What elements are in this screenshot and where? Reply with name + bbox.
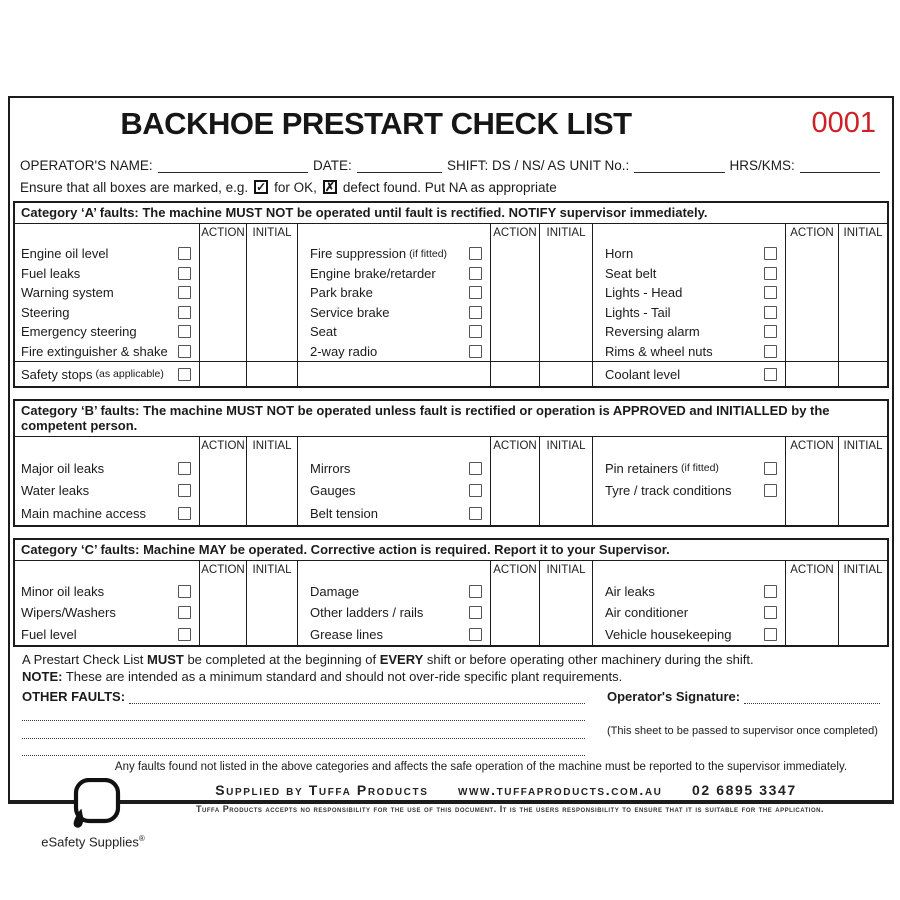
item-checkbox[interactable] [764, 368, 777, 381]
crossed-box-example-icon: ✗ [324, 180, 335, 194]
checklist-row [15, 342, 887, 362]
checklist-item [15, 322, 199, 342]
action-column-header: ACTION [199, 224, 246, 244]
action-cell[interactable] [199, 581, 246, 603]
initial-cell[interactable] [539, 362, 592, 386]
initial-cell[interactable] [246, 264, 297, 284]
checklist-item-label: Lights - Head [605, 285, 683, 301]
initial-cell[interactable] [246, 362, 297, 386]
item-checkbox[interactable] [469, 286, 482, 299]
action-column-header: ACTION [199, 561, 246, 581]
action-column-header: ACTION [490, 437, 539, 457]
initial-cell[interactable] [539, 342, 592, 362]
action-column-header: ACTION [490, 224, 539, 244]
checklist-row [15, 283, 887, 303]
esafety-logo [38, 778, 148, 849]
item-checkbox[interactable] [469, 345, 482, 358]
checklist-item-label: Steering [21, 304, 70, 320]
initial-column-header: INITIAL [246, 437, 297, 457]
footer [10, 782, 892, 850]
checklist-item-label: Damage [310, 583, 360, 599]
column-spacer [297, 437, 490, 457]
initial-cell[interactable] [539, 283, 592, 303]
signature-line[interactable] [744, 691, 880, 704]
checklist-item [15, 581, 199, 603]
action-cell[interactable] [785, 502, 838, 525]
initial-cell[interactable] [838, 457, 887, 480]
column-spacer [15, 224, 199, 244]
checklist-item [15, 342, 199, 362]
item-checkbox[interactable] [764, 628, 777, 641]
item-checkbox[interactable] [178, 345, 191, 358]
marking-instruction [10, 173, 892, 201]
item-checkbox[interactable] [178, 267, 191, 280]
supplied-by-text: Supplied by Tuffa Products [215, 782, 429, 798]
initial-cell[interactable] [246, 244, 297, 264]
checklist-item-label: Grease lines [310, 626, 383, 642]
checklist-item-note: (if fitted) [409, 247, 448, 260]
initial-cell[interactable] [246, 457, 297, 480]
action-column-header: ACTION [199, 437, 246, 457]
checklist-item-label: Main machine access [21, 505, 146, 521]
checklist-item-label: Major oil leaks [21, 460, 105, 476]
checklist-item [15, 244, 199, 264]
operator-name-label: OPERATOR'S NAME: [20, 158, 153, 173]
checklist-item-label: Other ladders / rails [310, 605, 424, 621]
checklist-item [15, 362, 199, 386]
item-checkbox[interactable] [469, 606, 482, 619]
checklist-item-label: Tyre / track conditions [605, 483, 732, 499]
action-cell[interactable] [199, 342, 246, 362]
esafety-logo-text: eSafety Supplies® [41, 834, 145, 850]
item-checkbox[interactable] [469, 306, 482, 319]
checklist-item-label: Water leaks [21, 483, 90, 499]
hrs-kms-blank[interactable] [800, 159, 880, 173]
supplier-phone: 02 6895 3347 [691, 782, 797, 798]
checklist-row [15, 361, 887, 386]
action-cell[interactable] [490, 624, 539, 646]
item-checkbox[interactable] [178, 306, 191, 319]
action-cell[interactable] [199, 480, 246, 503]
initial-column-header: INITIAL [838, 437, 887, 457]
action-cell[interactable] [785, 264, 838, 284]
action-cell[interactable] [490, 362, 539, 386]
initial-cell[interactable] [838, 362, 887, 386]
checklist-item-label: Reversing alarm [605, 324, 700, 340]
action-cell[interactable] [199, 602, 246, 624]
checklist-item-label: Vehicle housekeeping [605, 626, 732, 642]
item-checkbox[interactable] [178, 484, 191, 497]
checklist-item [592, 602, 785, 624]
initial-cell[interactable] [838, 283, 887, 303]
checklist-item-label: Emergency steering [21, 324, 137, 340]
action-cell[interactable] [785, 480, 838, 503]
checklist-item-label: Air conditioner [605, 605, 689, 621]
initial-cell[interactable] [539, 264, 592, 284]
empty-item-cell [592, 502, 785, 525]
action-cell[interactable] [199, 303, 246, 323]
other-faults-line-1[interactable] [129, 691, 585, 704]
item-checkbox[interactable] [178, 606, 191, 619]
instruction-text-2: for OK, [274, 179, 317, 195]
checklist-row [15, 322, 887, 342]
checklist-item [15, 502, 199, 525]
unit-no-label: UNIT No.: [569, 158, 630, 173]
other-faults-label: OTHER FAULTS: [22, 688, 126, 704]
action-column-header: ACTION [785, 437, 838, 457]
action-cell[interactable] [490, 502, 539, 525]
checklist-item [592, 624, 785, 646]
page-title: BACKHOE PRESTART CHECK LIST [120, 106, 632, 141]
item-checkbox[interactable] [178, 325, 191, 338]
checklist-item-label: 2-way radio [310, 343, 378, 359]
hrs-kms-label: HRS/KMS: [729, 158, 795, 173]
checklist-item-label: Mirrors [310, 460, 351, 476]
action-cell[interactable] [199, 322, 246, 342]
action-cell[interactable] [199, 264, 246, 284]
other-faults-area [10, 685, 892, 756]
action-cell[interactable] [490, 303, 539, 323]
category-c-section [13, 538, 889, 648]
checklist-item [592, 322, 785, 342]
checklist-item [297, 342, 490, 362]
checklist-item [297, 303, 490, 323]
initial-cell[interactable] [838, 342, 887, 362]
item-checkbox[interactable] [764, 606, 777, 619]
initial-column-header: INITIAL [838, 561, 887, 581]
checklist-item [15, 480, 199, 503]
date-blank[interactable] [357, 159, 442, 173]
item-checkbox[interactable] [469, 507, 482, 520]
checklist-item-label: Coolant level [605, 366, 681, 382]
item-checkbox[interactable] [469, 462, 482, 475]
initial-cell[interactable] [539, 624, 592, 646]
checklist-item-label: Park brake [310, 285, 373, 301]
header-fields [10, 148, 892, 173]
action-cell[interactable] [490, 264, 539, 284]
checklist-item [15, 264, 199, 284]
checklist-item [297, 502, 490, 525]
checklist-item [15, 602, 199, 624]
initial-cell[interactable] [838, 322, 887, 342]
initial-column-header: INITIAL [539, 561, 592, 581]
checklist-item-label: Fire suppression [310, 246, 407, 262]
item-checkbox[interactable] [178, 368, 191, 381]
checklist-item-label: Horn [605, 246, 634, 262]
initial-cell[interactable] [838, 602, 887, 624]
checklist-item [297, 624, 490, 646]
checklist-item [592, 581, 785, 603]
checklist-item-label: Engine brake/retarder [310, 265, 436, 281]
category-c-header: Category ‘C’ faults: Machine MAY be operated. Corrective action is required. Report it to your Supervisor. [15, 540, 887, 561]
checklist-item [297, 264, 490, 284]
action-cell[interactable] [490, 602, 539, 624]
item-checkbox[interactable] [764, 345, 777, 358]
column-spacer [592, 224, 785, 244]
checklist-item [297, 244, 490, 264]
action-cell[interactable] [199, 283, 246, 303]
column-header-row [15, 437, 887, 457]
item-checkbox[interactable] [178, 247, 191, 260]
column-header-row [15, 561, 887, 581]
action-cell[interactable] [785, 342, 838, 362]
action-cell[interactable] [785, 322, 838, 342]
other-faults-line-3[interactable] [22, 726, 585, 739]
other-faults-line-4[interactable] [22, 743, 585, 756]
category-b-table [15, 437, 887, 525]
checklist-item [297, 283, 490, 303]
action-cell[interactable] [490, 457, 539, 480]
initial-cell[interactable] [539, 602, 592, 624]
checklist-item-label: Gauges [310, 483, 356, 499]
checklist-row [15, 581, 887, 603]
column-spacer [15, 561, 199, 581]
item-checkbox[interactable] [764, 462, 777, 475]
initial-cell[interactable] [539, 322, 592, 342]
checklist-item-label: Minor oil leaks [21, 583, 105, 599]
item-checkbox[interactable] [178, 507, 191, 520]
item-checkbox[interactable] [764, 306, 777, 319]
action-column-header: ACTION [490, 561, 539, 581]
prestart-checklist-form [8, 96, 894, 850]
supplier-url[interactable]: www.tuffaproducts.com.au [457, 782, 663, 798]
checklist-item-label: Wipers/Washers [21, 605, 116, 621]
completion-notes [10, 647, 892, 685]
checklist-item [592, 283, 785, 303]
checklist-item [15, 457, 199, 480]
empty-item-cell [297, 362, 490, 386]
initial-cell[interactable] [838, 581, 887, 603]
initial-cell[interactable] [838, 480, 887, 503]
signature-label: Operator's Signature: [607, 688, 741, 704]
category-a-section [13, 201, 889, 388]
initial-cell[interactable] [539, 480, 592, 503]
checklist-item [592, 362, 785, 386]
category-a-table [15, 224, 887, 386]
action-cell[interactable] [490, 322, 539, 342]
action-cell[interactable] [785, 303, 838, 323]
action-column-header: ACTION [785, 224, 838, 244]
initial-cell[interactable] [246, 342, 297, 362]
initial-cell[interactable] [539, 244, 592, 264]
item-checkbox[interactable] [469, 267, 482, 280]
initial-cell[interactable] [246, 480, 297, 503]
checklist-item-label: Service brake [310, 304, 390, 320]
disclaimer-text: Tuffa Products accepts no responsibility for the use of this document. It is the users responsibility to ensure that it is suitable for the application. [196, 804, 824, 814]
action-cell[interactable] [199, 244, 246, 264]
unit-no-blank[interactable] [634, 159, 724, 173]
action-cell[interactable] [785, 602, 838, 624]
checklist-item [15, 283, 199, 303]
checklist-item-label: Pin retainers [605, 460, 678, 476]
checklist-item-label: Warning system [21, 285, 114, 301]
action-cell[interactable] [490, 480, 539, 503]
item-checkbox[interactable] [469, 247, 482, 260]
initial-column-header: INITIAL [246, 224, 297, 244]
item-checkbox[interactable] [764, 247, 777, 260]
initial-cell[interactable] [838, 303, 887, 323]
initial-cell[interactable] [246, 624, 297, 646]
checklist-item-label: Seat belt [605, 265, 657, 281]
checklist-row [15, 602, 887, 624]
action-cell[interactable] [199, 362, 246, 386]
action-cell[interactable] [785, 362, 838, 386]
item-checkbox[interactable] [764, 325, 777, 338]
action-cell[interactable] [199, 624, 246, 646]
category-b-header: Category ‘B’ faults: The machine MUST NOT be operated unless fault is rectified or operation is APPROVED and INITIALLED by the competent person. [15, 401, 887, 437]
item-checkbox[interactable] [764, 585, 777, 598]
shift-label: SHIFT: DS / NS/ AS [446, 158, 566, 173]
checklist-item-label: Lights - Tail [605, 304, 671, 320]
checklist-item-label: Rims & wheel nuts [605, 343, 713, 359]
item-checkbox[interactable] [469, 585, 482, 598]
minimum-standard-note: NOTE: These are intended as a minimum standard and should not over-ride specific plant requirements. [22, 668, 623, 684]
title-row [10, 98, 892, 148]
action-cell[interactable] [785, 624, 838, 646]
initial-cell[interactable] [838, 244, 887, 264]
action-cell[interactable] [490, 581, 539, 603]
initial-cell[interactable] [246, 303, 297, 323]
action-cell[interactable] [785, 244, 838, 264]
checklist-item [297, 457, 490, 480]
initial-cell[interactable] [539, 303, 592, 323]
initial-column-header: INITIAL [246, 561, 297, 581]
checklist-item [592, 303, 785, 323]
operator-name-blank[interactable] [158, 159, 308, 173]
checked-box-example-icon: ✓ [256, 180, 267, 194]
checklist-row [15, 303, 887, 323]
initial-cell[interactable] [539, 457, 592, 480]
item-checkbox[interactable] [469, 484, 482, 497]
signature-note: (This sheet to be passed to supervisor once completed) [607, 724, 878, 737]
category-c-table [15, 561, 887, 646]
checklist-item [297, 602, 490, 624]
checklist-row [15, 244, 887, 264]
checklist-item-label: Safety stops [21, 366, 93, 382]
checklist-item-label: Fuel leaks [21, 265, 81, 281]
item-checkbox[interactable] [764, 484, 777, 497]
item-checkbox[interactable] [178, 462, 191, 475]
other-faults-line-2[interactable] [22, 708, 585, 721]
checklist-item-label: Fire extinguisher & shake [21, 343, 168, 359]
checklist-row [15, 480, 887, 503]
initial-cell[interactable] [539, 581, 592, 603]
instruction-text-3: defect found. Put NA as appropriate [342, 179, 557, 195]
column-spacer [592, 437, 785, 457]
item-checkbox[interactable] [469, 325, 482, 338]
checklist-row [15, 264, 887, 284]
action-column-header: ACTION [785, 561, 838, 581]
item-checkbox[interactable] [764, 267, 777, 280]
action-cell[interactable] [490, 342, 539, 362]
initial-cell[interactable] [246, 602, 297, 624]
checklist-item-label: Air leaks [605, 583, 655, 599]
initial-cell[interactable] [838, 502, 887, 525]
signature-block [585, 686, 880, 756]
checklist-item-label: Seat [310, 324, 337, 340]
item-checkbox[interactable] [178, 628, 191, 641]
checklist-item [15, 624, 199, 646]
checklist-item [297, 581, 490, 603]
checklist-item [15, 303, 199, 323]
checklist-item [592, 342, 785, 362]
checklist-item [297, 480, 490, 503]
checklist-item [592, 244, 785, 264]
checklist-item-label: Fuel level [21, 626, 77, 642]
checklist-item-note: (if fitted) [680, 462, 719, 475]
checklist-item [297, 322, 490, 342]
initial-cell[interactable] [246, 502, 297, 525]
item-checkbox[interactable] [178, 286, 191, 299]
initial-cell[interactable] [838, 624, 887, 646]
action-cell[interactable] [199, 502, 246, 525]
checklist-row [15, 457, 887, 480]
action-cell[interactable] [785, 283, 838, 303]
checklist-item [592, 457, 785, 480]
initial-column-header: INITIAL [838, 224, 887, 244]
action-cell[interactable] [490, 244, 539, 264]
checklist-item-label: Engine oil level [21, 246, 109, 262]
action-cell[interactable] [785, 581, 838, 603]
checklist-row [15, 502, 887, 525]
initial-cell[interactable] [539, 502, 592, 525]
action-cell[interactable] [199, 457, 246, 480]
column-spacer [297, 561, 490, 581]
speech-bubble-icon [64, 778, 122, 828]
completion-rule-line: A Prestart Check List MUST be completed at the beginning of EVERY shift or before operating other machinery during the shift. [22, 652, 754, 667]
initial-cell[interactable] [246, 322, 297, 342]
date-label: DATE: [313, 158, 352, 173]
category-a-header: Category ‘A’ faults: The machine MUST NOT be operated until fault is rectified. NOTIFY supervisor immediately. [15, 203, 887, 224]
item-checkbox[interactable] [764, 286, 777, 299]
category-b-section [13, 399, 889, 527]
action-cell[interactable] [490, 283, 539, 303]
checklist-item [592, 480, 785, 503]
checklist-item [592, 264, 785, 284]
column-spacer [592, 561, 785, 581]
action-cell[interactable] [785, 457, 838, 480]
initial-column-header: INITIAL [539, 437, 592, 457]
unlisted-faults-warning: Any faults found not listed in the above categories and affects the safe operation of the machine must be reported to the supervisor immediately. [114, 761, 848, 773]
checklist-item-note: (as applicable) [95, 368, 164, 380]
initial-cell[interactable] [838, 264, 887, 284]
column-spacer [15, 437, 199, 457]
column-spacer [297, 224, 490, 244]
initial-cell[interactable] [246, 283, 297, 303]
item-checkbox[interactable] [178, 585, 191, 598]
item-checkbox[interactable] [469, 628, 482, 641]
serial-number: 0001 [811, 107, 876, 139]
initial-cell[interactable] [246, 581, 297, 603]
instruction-text-1: Ensure that all boxes are marked, e.g. [20, 179, 249, 195]
checklist-row [15, 624, 887, 646]
initial-column-header: INITIAL [539, 224, 592, 244]
other-faults-block [22, 686, 585, 756]
checklist-item-label: Belt tension [310, 505, 378, 521]
column-header-row [15, 224, 887, 244]
